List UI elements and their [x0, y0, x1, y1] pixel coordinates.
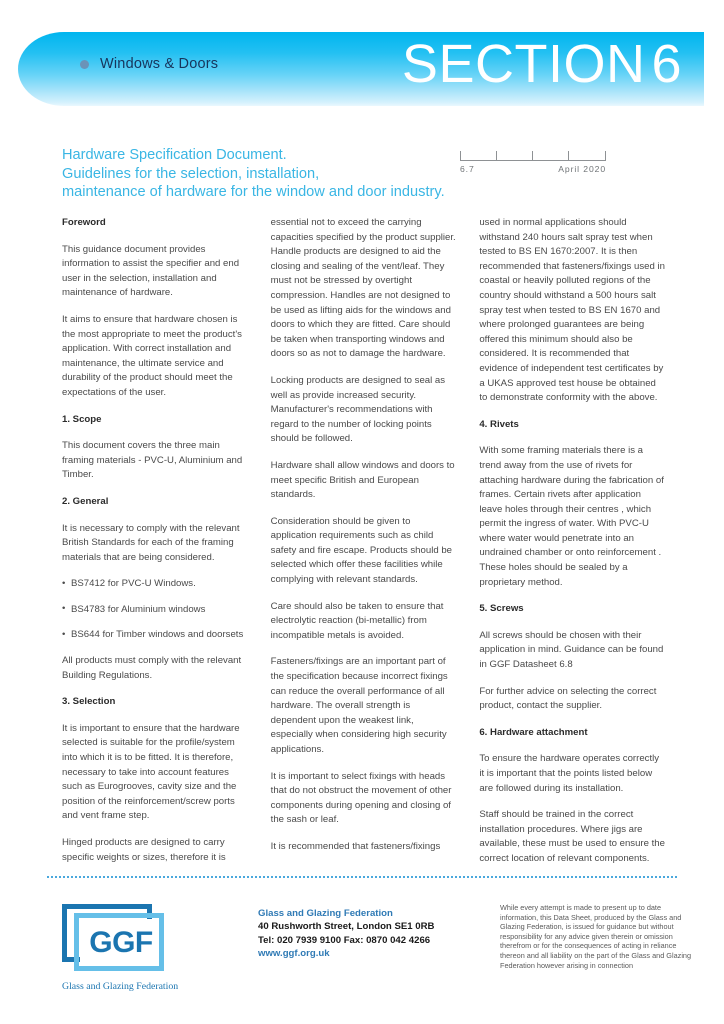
- section-heading: 2. General: [62, 495, 109, 507]
- header-breadcrumb: [80, 56, 218, 72]
- organisation-name: Glass and Glazing Federation: [258, 908, 393, 919]
- footer-dotted-divider: [47, 876, 679, 878]
- body-paragraph: used in normal applications should withstand 240 hours salt spray test when tested to BS EN 1670:2007. It is then recommended that fasteners/fixings used in coastal or heavily polluted regions of the country should withstand a 500 hours salt spray test when tested to BS EN 1670 and where prolonged guarantees are being offered this minimum should also be considered. It is recommended that evidence of independent test certificates by a UKAS approved test house be obtained to demonstrate conformity with the above.: [479, 217, 665, 404]
- list-item: • BS644 for Timber windows and doorsets: [62, 628, 249, 643]
- header-category-label: Windows & Doors: [100, 56, 219, 72]
- organisation-address: 40 Rushworth Street, London SE1 0RB: [258, 921, 435, 933]
- body-paragraph: Staff should be trained in the correct installation procedures. Where jigs are available, these must be used to ensure the correct location of relevant components.: [479, 809, 665, 864]
- body-paragraph: This guidance document provides information to assist the specifier and end user in the selection, installation and maintenance of hardware.: [62, 243, 240, 299]
- body-paragraph: It aims to ensure that hardware chosen is the most appropriate to meet the product's application. With correct installation and maintenance, the ultimate service and durability of the product should meet the expectations of the user.: [62, 313, 242, 398]
- body-paragraph: To ensure the hardware operates correctly it is important that the points listed below are followed during its installation.: [479, 753, 660, 794]
- section-heading: Foreword: [62, 217, 106, 228]
- reference-tick-marks: [460, 151, 606, 161]
- body-paragraph: It is important to select fixings with heads that do not obstruct the movement of other components during opening and closing of the sash or leaf.: [270, 770, 452, 826]
- body-paragraph: This document covers the three main framing materials - PVC-U, Aluminium and Timber.: [62, 440, 243, 481]
- body-paragraph: With some framing materials there is a trend away from the use of rivets for attaching hardware during the fabrication of frames. Certain rivets after application leave holes through their centres , which permit the ingress of water. With PVC-U where water would penetrate into an undrained chamber or onto reinforcement . These holes should be sealed by a proprietary method.: [479, 445, 664, 588]
- ggf-logo: [62, 904, 187, 992]
- body-paragraph: Hinged products are designed to carry specific weights or sizes, therefore it is: [62, 837, 226, 863]
- document-title-line-3: maintenance of hardware for the window and door industry.: [62, 184, 445, 201]
- section-title: [401, 34, 682, 94]
- body-paragraph: It is necessary to comply with the relevant British Standards for each of the framing materials that are being considered.: [62, 522, 240, 563]
- page-footer: [0, 895, 724, 1015]
- document-title-line-2: Guidelines for the selection, installation,: [62, 165, 320, 182]
- body-paragraph: All products must comply with the relevant Building Regulations.: [62, 655, 242, 681]
- logo-caption: Glass and Glazing Federation: [62, 981, 179, 992]
- list-item: • BS7412 for PVC-U Windows.: [62, 577, 249, 592]
- body-paragraph: Fasteners/fixings are an important part of the specification because incorrect fixings can reduce the overall performance of all hardware. The overall strength is dependent upon the weakest link, especially when considering high security applications.: [270, 656, 448, 755]
- document-title-line-1: Hardware Specification Document.: [62, 147, 287, 163]
- logo-wordmark: GGF: [89, 926, 153, 959]
- body-paragraph: All screws should be chosen with their application in mind. Guidance can be found in GGF Datasheet 6.8: [479, 629, 664, 671]
- ggf-logo-mark-icon: [62, 904, 180, 976]
- body-paragraph: Care should also be taken to ensure that electrolytic reaction (bi-metallic) from incompatible metals is avoided.: [270, 600, 444, 641]
- body-paragraph: Consideration should be given to application requirements such as child safety and fire escape. Products should be selected which offer these facilities while complying with relevant standards.: [270, 515, 452, 586]
- body-column-3: [479, 216, 666, 879]
- section-number: 6: [651, 34, 682, 94]
- list-item: • BS4783 for Aluminium windows: [62, 603, 249, 618]
- body-column-1: [62, 216, 249, 879]
- section-heading: 1. Scope: [62, 413, 102, 425]
- footer-disclaimer: While every attempt is made to present up to date information, this Data Sheet, produced by the Glass and Glazing Federation, is issued for guidance but without responsibility for any advice given therein or omission therefrom or for the consequences of acting in reliance thereon and all liability on the part of the Glass and Glazing Federation however arising in connection: [500, 903, 692, 970]
- body-paragraph: Hardware shall allow windows and doors to meet specific British and European standards.: [270, 459, 455, 501]
- section-word: SECTION: [401, 34, 646, 94]
- reference-values: [460, 164, 606, 174]
- document-number: 6.7: [460, 164, 475, 174]
- organisation-contact-block: [258, 907, 488, 961]
- section-heading: 3. Selection: [62, 696, 116, 708]
- organisation-website-link[interactable]: www.ggf.org.uk: [258, 948, 330, 960]
- body-columns: [62, 216, 666, 879]
- body-paragraph: essential not to exceed the carrying capacities specified by the product supplier. Handle products are designed to aid the closing and sealing of the vent/leaf. They must not be stressed by overtight compression. Handles are not designed to be used as lifting aids for the windows and doors to which they are fitted. Care should be taken when transporting windows and doors so as not to damage the hardware.: [270, 217, 456, 360]
- section-header-banner: [18, 32, 704, 106]
- section-heading: 6. Hardware attachment: [479, 726, 588, 738]
- body-paragraph: It is recommended that fasteners/fixings: [270, 840, 441, 852]
- body-paragraph: It is important to ensure that the hardware selected is suitable for the profile/system into which it is to be fitted. It is therefore, necessary to take into account features such as Eurogrooves, cavity size and the position of the reinforcement/screw ports and vent frame step.: [62, 722, 240, 822]
- bullet-dot-icon: [80, 60, 89, 69]
- organisation-phone-fax: Tel: 020 7939 9100 Fax: 0870 042 4266: [258, 934, 431, 946]
- document-reference-box: [460, 151, 606, 174]
- body-paragraph: Locking products are designed to seal as well as provide increased security. Manufacturer's recommendations with regard to the number of locking points should be followed.: [270, 374, 446, 445]
- body-paragraph: For further advice on selecting the correct product, contact the supplier.: [479, 685, 657, 712]
- document-date: April 2020: [558, 164, 606, 174]
- document-title: [62, 146, 482, 202]
- body-column-2: [271, 216, 458, 879]
- section-heading: 5. Screws: [479, 603, 524, 615]
- section-heading: 4. Rivets: [479, 418, 519, 430]
